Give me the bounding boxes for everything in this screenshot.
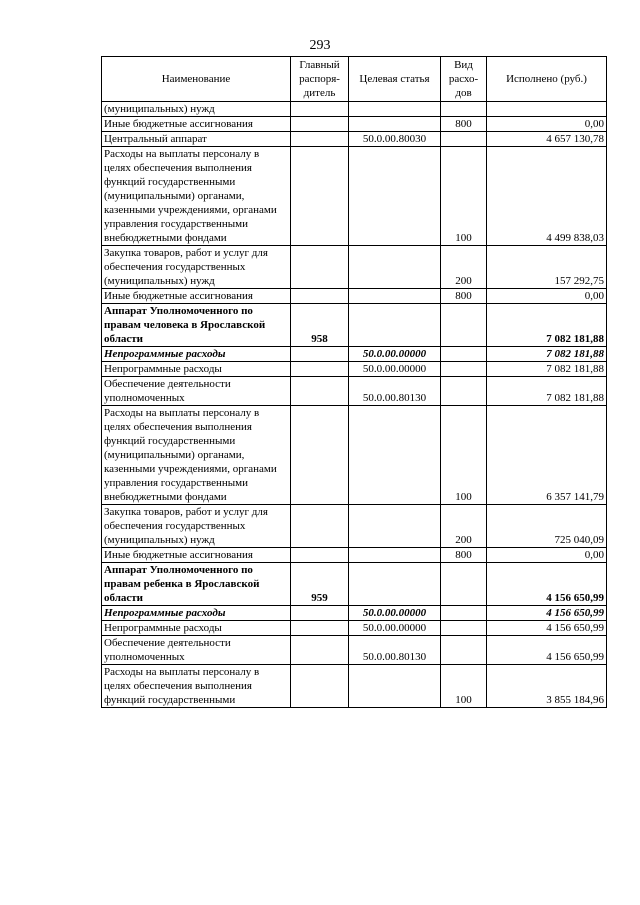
row-name-cell: Непрограммные расходы — [102, 606, 291, 621]
row-executed-cell: 157 292,75 — [487, 246, 607, 289]
row-chief-manager-cell — [291, 406, 349, 505]
row-expense-type-cell: 100 — [441, 147, 487, 246]
row-executed-cell: 7 082 181,88 — [487, 304, 607, 347]
row-target-article-cell: 50.0.00.00000 — [349, 347, 441, 362]
row-executed-cell: 4 657 130,78 — [487, 132, 607, 147]
row-executed-cell: 4 156 650,99 — [487, 606, 607, 621]
table-row — [102, 636, 607, 665]
row-chief-manager-cell — [291, 347, 349, 362]
column-header-expense-type: Вид расхо-дов — [441, 57, 487, 102]
row-chief-manager-cell — [291, 606, 349, 621]
row-expense-type-cell — [441, 621, 487, 636]
row-target-article-cell — [349, 548, 441, 563]
table-row — [102, 563, 607, 606]
row-target-article-cell — [349, 246, 441, 289]
row-expense-type-cell — [441, 347, 487, 362]
row-executed-cell: 4 499 838,03 — [487, 147, 607, 246]
row-expense-type-cell — [441, 606, 487, 621]
table-row — [102, 606, 607, 621]
row-executed-cell: 725 040,09 — [487, 505, 607, 548]
table-header-row — [102, 57, 607, 102]
row-chief-manager-cell — [291, 289, 349, 304]
row-expense-type-cell: 100 — [441, 406, 487, 505]
column-header-target-article: Целевая статья — [349, 57, 441, 102]
row-target-article-cell — [349, 505, 441, 548]
row-target-article-cell — [349, 304, 441, 347]
row-chief-manager-cell — [291, 548, 349, 563]
table-row — [102, 377, 607, 406]
row-name-cell: Аппарат Уполномоченного по правам ребенка в Ярославской области — [102, 563, 291, 606]
row-name-cell: Расходы на выплаты персоналу в целях обеспечения выполнения функций государственными (муниципальными) органами, казенными учреждениями, органами управления государственными внебюджетными фондами — [102, 406, 291, 505]
row-chief-manager-cell — [291, 117, 349, 132]
row-expense-type-cell — [441, 636, 487, 665]
table-row — [102, 347, 607, 362]
row-executed-cell: 7 082 181,88 — [487, 377, 607, 406]
column-header-executed: Исполнено (руб.) — [487, 57, 607, 102]
table-row — [102, 548, 607, 563]
row-name-cell: Аппарат Уполномоченного по правам человека в Ярославской области — [102, 304, 291, 347]
row-target-article-cell: 50.0.00.80030 — [349, 132, 441, 147]
table-row — [102, 304, 607, 347]
row-expense-type-cell: 100 — [441, 665, 487, 708]
row-expense-type-cell: 800 — [441, 548, 487, 563]
row-executed-cell: 0,00 — [487, 117, 607, 132]
row-expense-type-cell — [441, 132, 487, 147]
row-chief-manager-cell — [291, 102, 349, 117]
row-expense-type-cell — [441, 304, 487, 347]
row-executed-cell: 3 855 184,96 — [487, 665, 607, 708]
row-executed-cell: 7 082 181,88 — [487, 347, 607, 362]
row-target-article-cell — [349, 147, 441, 246]
row-name-cell: Обеспечение деятельности уполномоченных — [102, 377, 291, 406]
table-row — [102, 147, 607, 246]
row-name-cell: Закупка товаров, работ и услуг для обеспечения государственных (муниципальных) нужд — [102, 246, 291, 289]
table-row — [102, 505, 607, 548]
row-executed-cell: 0,00 — [487, 548, 607, 563]
table-row — [102, 117, 607, 132]
row-name-cell: (муниципальных) нужд — [102, 102, 291, 117]
table-row — [102, 246, 607, 289]
row-executed-cell — [487, 102, 607, 117]
row-target-article-cell: 50.0.00.80130 — [349, 636, 441, 665]
row-target-article-cell: 50.0.00.80130 — [349, 377, 441, 406]
row-expense-type-cell — [441, 362, 487, 377]
table-row — [102, 621, 607, 636]
table-row — [102, 102, 607, 117]
row-target-article-cell — [349, 406, 441, 505]
row-target-article-cell: 50.0.00.00000 — [349, 621, 441, 636]
table-row — [102, 132, 607, 147]
budget-table — [101, 56, 607, 708]
row-name-cell: Иные бюджетные ассигнования — [102, 117, 291, 132]
row-name-cell: Непрограммные расходы — [102, 347, 291, 362]
row-chief-manager-cell: 959 — [291, 563, 349, 606]
table-row — [102, 665, 607, 708]
row-chief-manager-cell — [291, 665, 349, 708]
row-chief-manager-cell — [291, 362, 349, 377]
row-executed-cell: 4 156 650,99 — [487, 621, 607, 636]
column-header-name: Наименование — [102, 57, 291, 102]
row-target-article-cell: 50.0.00.00000 — [349, 362, 441, 377]
row-executed-cell: 4 156 650,99 — [487, 563, 607, 606]
row-chief-manager-cell — [291, 505, 349, 548]
row-chief-manager-cell — [291, 377, 349, 406]
row-target-article-cell — [349, 102, 441, 117]
row-expense-type-cell: 200 — [441, 505, 487, 548]
row-name-cell: Расходы на выплаты персоналу в целях обеспечения выполнения функций государственными — [102, 665, 291, 708]
row-executed-cell: 6 357 141,79 — [487, 406, 607, 505]
column-header-chief-manager: Главный распоря-дитель — [291, 57, 349, 102]
row-name-cell: Иные бюджетные ассигнования — [102, 289, 291, 304]
row-chief-manager-cell: 958 — [291, 304, 349, 347]
row-expense-type-cell — [441, 563, 487, 606]
table-row — [102, 362, 607, 377]
page-number: 293 — [309, 38, 331, 53]
row-executed-cell: 7 082 181,88 — [487, 362, 607, 377]
row-name-cell: Непрограммные расходы — [102, 621, 291, 636]
row-expense-type-cell: 800 — [441, 117, 487, 132]
row-chief-manager-cell — [291, 636, 349, 665]
row-executed-cell: 0,00 — [487, 289, 607, 304]
row-chief-manager-cell — [291, 246, 349, 289]
row-expense-type-cell: 200 — [441, 246, 487, 289]
table-row — [102, 289, 607, 304]
row-target-article-cell — [349, 665, 441, 708]
row-target-article-cell — [349, 563, 441, 606]
row-expense-type-cell: 800 — [441, 289, 487, 304]
row-chief-manager-cell — [291, 147, 349, 246]
row-executed-cell: 4 156 650,99 — [487, 636, 607, 665]
row-name-cell: Расходы на выплаты персоналу в целях обеспечения выполнения функций государственными (муниципальными) органами, казенными учреждениями, органами управления государственными внебюджетными фондами — [102, 147, 291, 246]
row-name-cell: Центральный аппарат — [102, 132, 291, 147]
row-chief-manager-cell — [291, 132, 349, 147]
row-expense-type-cell — [441, 377, 487, 406]
row-target-article-cell — [349, 117, 441, 132]
row-target-article-cell: 50.0.00.00000 — [349, 606, 441, 621]
row-name-cell: Иные бюджетные ассигнования — [102, 548, 291, 563]
row-expense-type-cell — [441, 102, 487, 117]
row-target-article-cell — [349, 289, 441, 304]
row-name-cell: Закупка товаров, работ и услуг для обеспечения государственных (муниципальных) нужд — [102, 505, 291, 548]
row-name-cell: Непрограммные расходы — [102, 362, 291, 377]
row-chief-manager-cell — [291, 621, 349, 636]
row-name-cell: Обеспечение деятельности уполномоченных — [102, 636, 291, 665]
table-row — [102, 406, 607, 505]
